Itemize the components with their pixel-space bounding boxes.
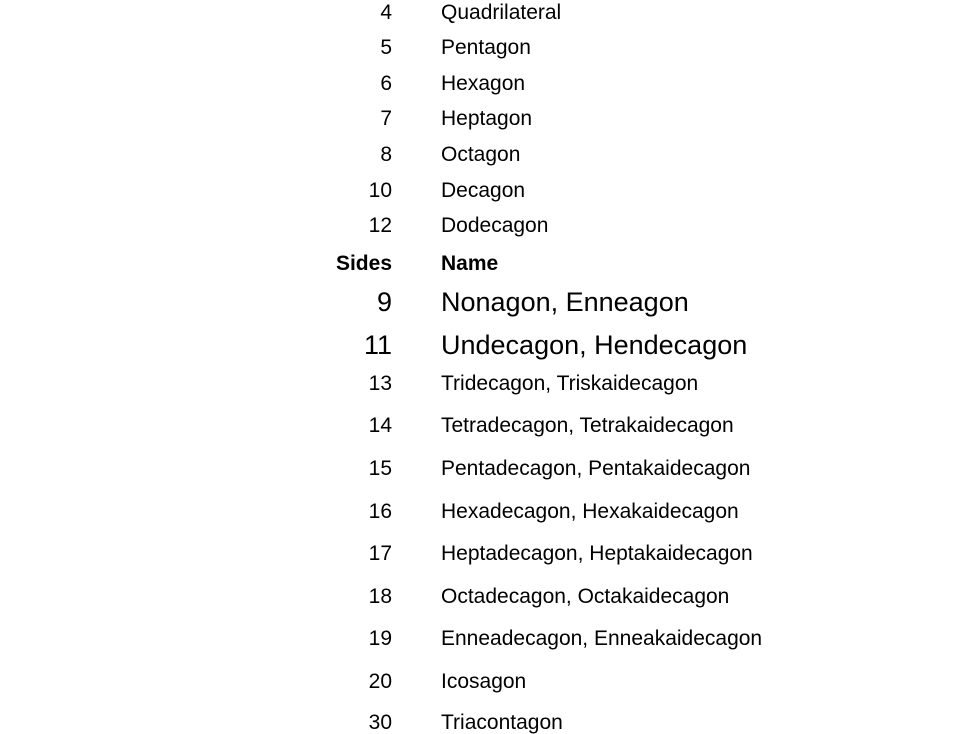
table-row bbox=[0, 415, 960, 445]
sides-cell: 17 bbox=[368, 542, 392, 565]
table-row bbox=[0, 73, 960, 103]
sides-cell: 5 bbox=[380, 36, 392, 59]
table-header-row bbox=[0, 253, 960, 283]
table-row bbox=[0, 332, 960, 362]
name-cell: Tetradecagon, Tetrakaidecagon bbox=[441, 414, 734, 437]
table-row bbox=[0, 543, 960, 573]
name-cell: Undecagon, Hendecagon bbox=[441, 330, 748, 360]
name-cell: Heptagon bbox=[441, 107, 533, 130]
sides-cell: 18 bbox=[368, 585, 392, 608]
table-row bbox=[0, 2, 960, 32]
name-cell: Tridecagon, Triskaidecagon bbox=[441, 372, 699, 395]
table-row bbox=[0, 586, 960, 616]
name-cell: Nonagon, Enneagon bbox=[441, 287, 689, 317]
name-cell: Hexadecagon, Hexakaidecagon bbox=[441, 500, 739, 523]
table-row bbox=[0, 501, 960, 531]
name-cell: Decagon bbox=[441, 179, 526, 202]
table-row bbox=[0, 108, 960, 138]
sides-cell: 13 bbox=[368, 372, 392, 395]
sides-cell: 14 bbox=[368, 414, 392, 437]
name-cell: Hexagon bbox=[441, 72, 526, 95]
name-cell: Octadecagon, Octakaidecagon bbox=[441, 585, 730, 608]
name-cell: Quadrilateral bbox=[441, 1, 562, 24]
sides-cell: 30 bbox=[368, 711, 392, 734]
sides-cell: 11 bbox=[363, 330, 392, 360]
sides-cell: 9 bbox=[376, 287, 392, 317]
sides-cell: 7 bbox=[380, 107, 392, 130]
table-row bbox=[0, 628, 960, 658]
table-row bbox=[0, 215, 960, 245]
table-row bbox=[0, 373, 960, 403]
name-cell: Pentagon bbox=[441, 36, 531, 59]
sides-cell: 10 bbox=[368, 179, 392, 202]
name-header: Name bbox=[441, 252, 499, 275]
table-row bbox=[0, 690, 960, 734]
sides-cell: 12 bbox=[368, 214, 392, 237]
name-cell: Triacontagon bbox=[441, 711, 563, 734]
table-row bbox=[0, 458, 960, 488]
table-row bbox=[0, 37, 960, 67]
table-row bbox=[0, 144, 960, 174]
sides-header: Sides bbox=[335, 252, 392, 275]
sides-cell: 8 bbox=[380, 143, 392, 166]
name-cell: Enneadecagon, Enneakaidecagon bbox=[441, 627, 763, 650]
sides-cell: 6 bbox=[380, 72, 392, 95]
sides-cell: 15 bbox=[368, 457, 392, 480]
table-row bbox=[0, 289, 960, 319]
name-cell: Octagon bbox=[441, 143, 521, 166]
sides-cell: 4 bbox=[380, 1, 392, 24]
sides-cell: 16 bbox=[368, 500, 392, 523]
table-row bbox=[0, 180, 960, 210]
name-cell: Icosagon bbox=[441, 670, 527, 693]
name-cell: Heptadecagon, Heptakaidecagon bbox=[441, 542, 753, 565]
sides-cell: 19 bbox=[368, 627, 392, 650]
name-cell: Pentadecagon, Pentakaidecagon bbox=[441, 457, 751, 480]
sides-cell: 20 bbox=[368, 670, 392, 693]
name-cell: Dodecagon bbox=[441, 214, 549, 237]
